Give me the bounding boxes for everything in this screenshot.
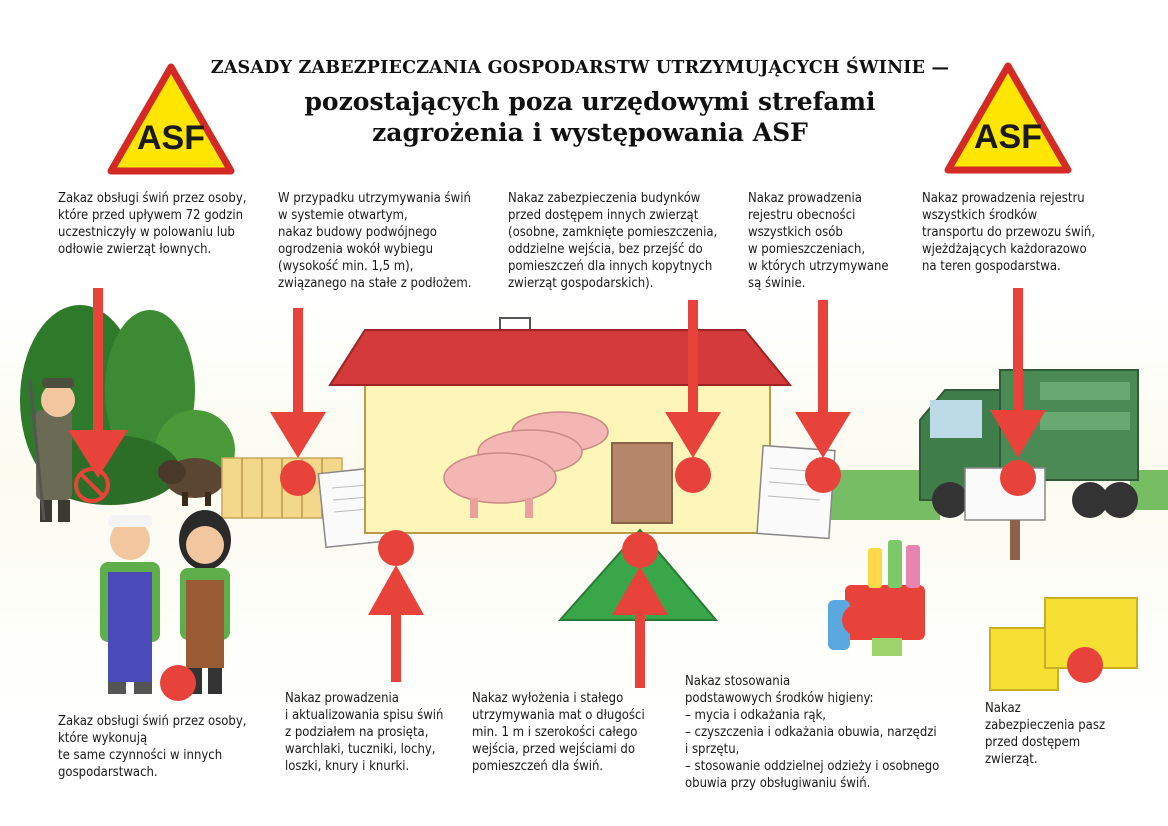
asf-badge-label-left: ASF	[137, 119, 205, 157]
background-wash	[0, 300, 1168, 720]
rule-double-fence: W przypadku utrzymywania świń w systemie otwartym, nakaz budowy podwójnego ogrodzenia wokół wybiegu (wysokość min. 1,5 m), związanego na stałe z podłożem.	[278, 191, 472, 291]
rule-transport-register: Nakaz prowadzenia rejestru wszystkich środków transportu do przewozu świń, wjeżdżających każdorazowo na teren gospodarstwa.	[922, 191, 1096, 274]
rule-other-farms-restriction: Zakaz obsługi świń przez osoby, które wykonują te same czynności w innych gospodarstwach.	[58, 714, 247, 780]
asf-warning-sign-left	[107, 63, 235, 175]
rule-hygiene-measures: Nakaz stosowania podstawowych środków higieny: – mycia i odkażania rąk, – czyszczenia i odkażania obuwia, narzędzi i sprzętu, – stosowanie oddzielnej odzieży i osobnego obuwia przy obsługiwaniu świń.	[685, 674, 940, 791]
poster-subtitle: pozostających poza urzędowymi strefami zagrożenia i występowania ASF	[304, 87, 876, 147]
rule-visitor-register: Nakaz prowadzenia rejestru obecności wszystkich osób w pomieszczeniach, w których utrzymywane są świnie.	[748, 191, 889, 291]
asf-warning-sign-right	[944, 62, 1072, 174]
poster-title: ZASADY ZABEZPIECZANIA GOSPODARSTW UTRZYMUJĄCYCH ŚWINIE —	[210, 58, 950, 78]
asf-badge-label-right: ASF	[974, 118, 1042, 156]
rule-building-protection: Nakaz zabezpieczenia budynków przed dostępem innych zwierząt (osobne, zamknięte pomieszczenia, oddzielne wejścia, bez przejść do pomieszczeń dla innych kopytnych zwierząt gospodarskich).	[508, 191, 718, 291]
rule-pig-inventory: Nakaz prowadzenia i aktualizowania spisu świń z podziałem na prosięta, warchlaki, tuczniki, lochy, loszki, knury i knurki.	[285, 691, 444, 774]
rule-hunting-restriction: Zakaz obsługi świń przez osoby, które przed upływem 72 godzin uczestniczyły w polowaniu lub odłowie zwierząt łownych.	[58, 191, 247, 257]
rule-disinfection-mats: Nakaz wyłożenia i stałego utrzymywania mat o długości min. 1 m i szerokości całego wejścia, przed wejściami do pomieszczeń dla świń.	[472, 691, 645, 774]
rule-feed-protection: Nakaz zabezpieczenia pasz przed dostępem zwierząt.	[985, 701, 1106, 767]
